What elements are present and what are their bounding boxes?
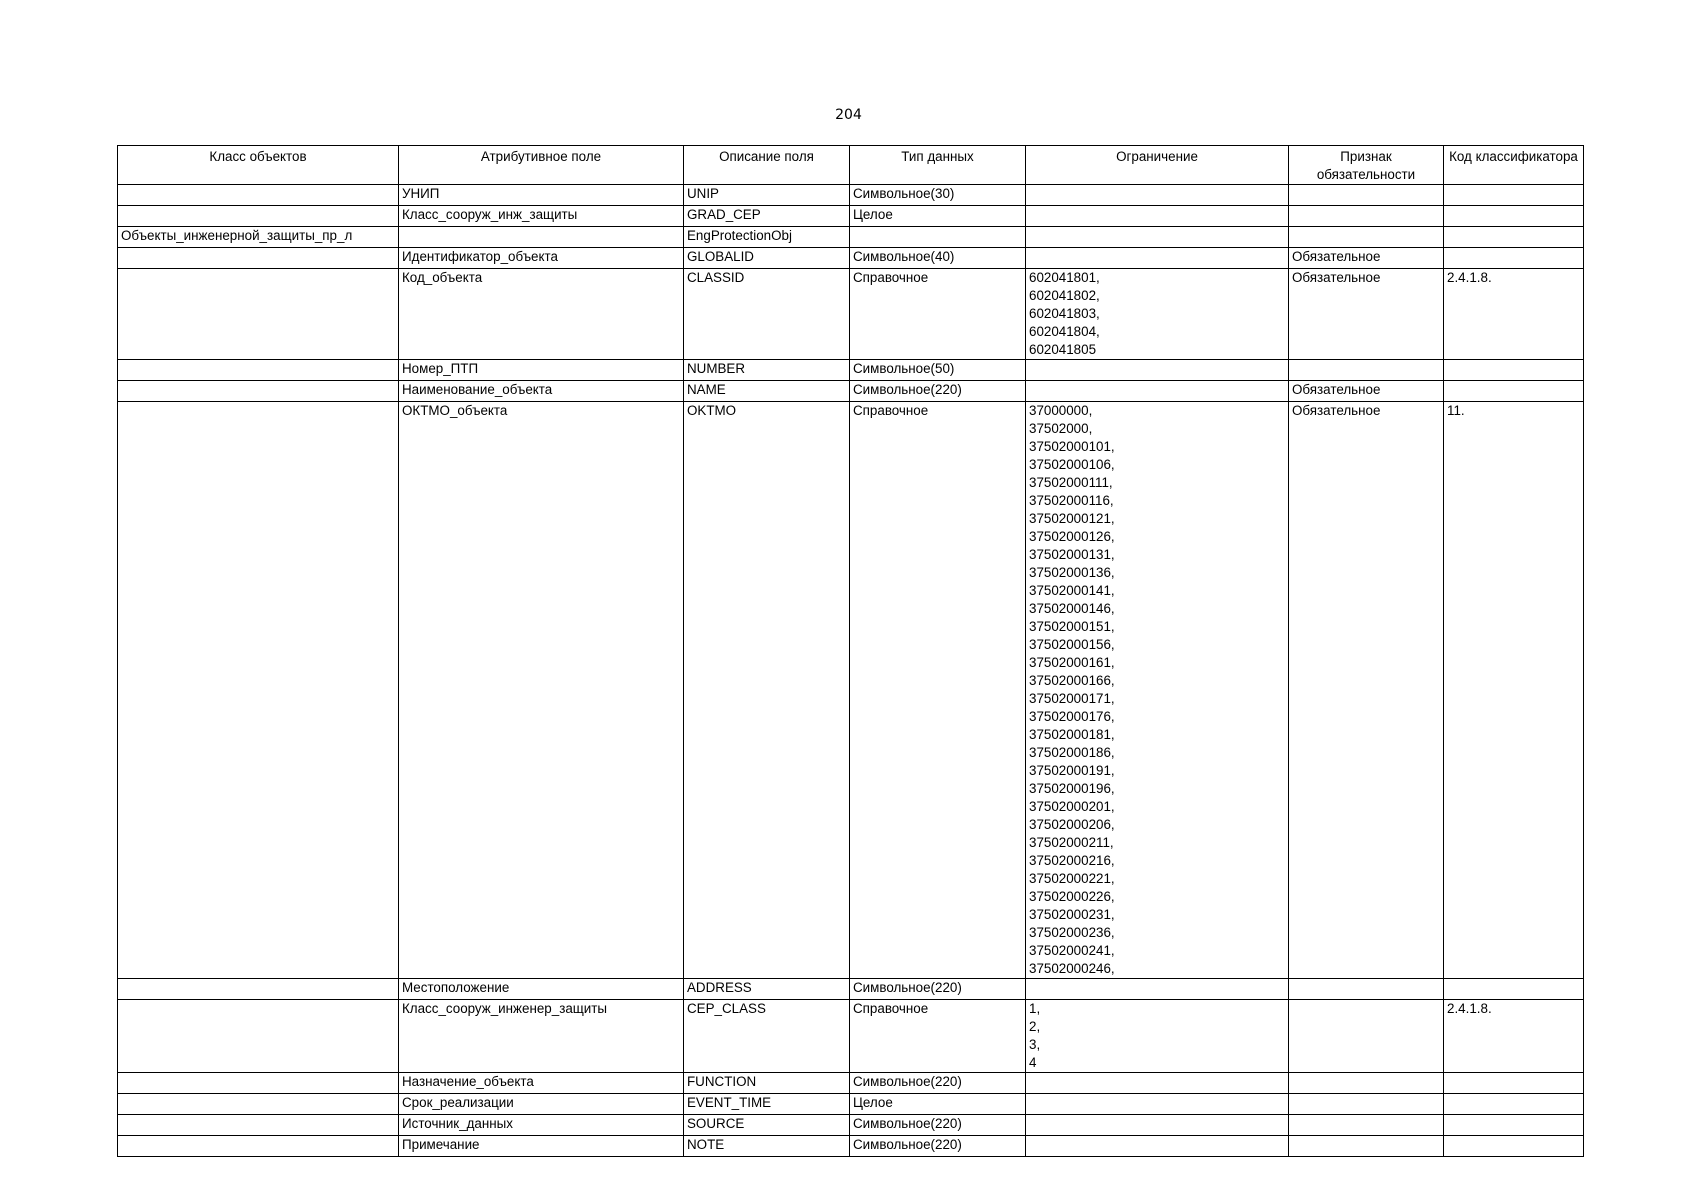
header-classifier-code: Код классификатора xyxy=(1444,146,1584,185)
constraint-cell: 37000000, 37502000, 37502000101, 37502000106, 37502000111, 37502000116, 37502000121, 37502000126, 37502000131, 37502000136, 37502000141, 37502000146, 37502000151, 37502000156, 37502000161, 37502000166, 37502000171, 37502000176, 37502000181, 37502000186, 37502000191, 37502000196, 37502000201, 37502000206, 37502000211, 37502000216, 37502000221, 37502000226, 37502000231, 37502000236, 37502000241, 37502000246, xyxy=(1026,402,1289,979)
table-row xyxy=(118,402,1584,979)
classifier-code-cell xyxy=(1444,227,1584,248)
header-required-flag: Признак обязательности xyxy=(1289,146,1444,185)
classifier-code-cell xyxy=(1444,1136,1584,1157)
constraint-cell xyxy=(1026,979,1289,1000)
header-constraint: Ограничение xyxy=(1026,146,1289,185)
classifier-code-cell: 2.4.1.8. xyxy=(1444,1000,1584,1073)
attribute-field-cell: ОКТМО_объекта xyxy=(399,402,684,979)
constraint-cell: 1, 2, 3, 4 xyxy=(1026,1000,1289,1073)
attribute-field-cell: Примечание xyxy=(399,1136,684,1157)
data-type-cell: Справочное xyxy=(850,1000,1026,1073)
object-class-cell xyxy=(118,206,399,227)
table-row xyxy=(118,1115,1584,1136)
object-class-cell xyxy=(118,360,399,381)
constraint-cell xyxy=(1026,1073,1289,1094)
classifier-code-cell: 2.4.1.8. xyxy=(1444,269,1584,360)
required-flag-cell: Обязательное xyxy=(1289,269,1444,360)
data-type-cell: Символьное(40) xyxy=(850,248,1026,269)
required-flag-cell: Обязательное xyxy=(1289,381,1444,402)
data-type-cell: Справочное xyxy=(850,402,1026,979)
object-class-cell xyxy=(118,979,399,1000)
attribute-field-cell: Класс_сооруж_инж_защиты xyxy=(399,206,684,227)
data-type-cell: Символьное(220) xyxy=(850,381,1026,402)
table-row xyxy=(118,185,1584,206)
constraint-cell xyxy=(1026,381,1289,402)
attribute-field-cell: Наименование_объекта xyxy=(399,381,684,402)
classifier-code-cell xyxy=(1444,381,1584,402)
classifier-code-cell xyxy=(1444,185,1584,206)
constraint-cell xyxy=(1026,360,1289,381)
classifier-code-cell xyxy=(1444,979,1584,1000)
field-description-cell: GRAD_CEP xyxy=(684,206,850,227)
classifier-code-cell xyxy=(1444,206,1584,227)
required-flag-cell xyxy=(1289,360,1444,381)
attribute-field-cell: Назначение_объекта xyxy=(399,1073,684,1094)
constraint-cell xyxy=(1026,1136,1289,1157)
table-row xyxy=(118,248,1584,269)
attribute-field-cell: Класс_сооруж_инженер_защиты xyxy=(399,1000,684,1073)
attribute-field-cell: Местоположение xyxy=(399,979,684,1000)
field-description-cell: NAME xyxy=(684,381,850,402)
field-description-cell: EVENT_TIME xyxy=(684,1094,850,1115)
data-type-cell: Целое xyxy=(850,206,1026,227)
table-row xyxy=(118,269,1584,360)
attribute-field-cell: УНИП xyxy=(399,185,684,206)
field-description-cell: CLASSID xyxy=(684,269,850,360)
attribute-field-cell: Номер_ПТП xyxy=(399,360,684,381)
field-description-cell: NOTE xyxy=(684,1136,850,1157)
constraint-cell xyxy=(1026,206,1289,227)
object-class-cell xyxy=(118,1115,399,1136)
data-type-cell: Символьное(220) xyxy=(850,979,1026,1000)
required-flag-cell xyxy=(1289,1000,1444,1073)
object-class-cell: Объекты_инженерной_защиты_пр_л xyxy=(118,227,399,248)
required-flag-cell: Обязательное xyxy=(1289,402,1444,979)
classifier-code-cell xyxy=(1444,360,1584,381)
constraint-cell xyxy=(1026,1115,1289,1136)
object-class-cell xyxy=(118,1073,399,1094)
constraint-cell: 602041801, 602041802, 602041803, 602041804, 602041805 xyxy=(1026,269,1289,360)
field-description-cell: ADDRESS xyxy=(684,979,850,1000)
constraint-cell xyxy=(1026,185,1289,206)
data-type-cell: Справочное xyxy=(850,269,1026,360)
required-flag-cell xyxy=(1289,1115,1444,1136)
classifier-code-cell xyxy=(1444,1115,1584,1136)
field-description-cell: OKTMO xyxy=(684,402,850,979)
constraint-cell xyxy=(1026,248,1289,269)
object-class-cell xyxy=(118,1136,399,1157)
attribute-field-cell: Срок_реализации xyxy=(399,1094,684,1115)
page-number: 204 xyxy=(835,107,862,123)
attribute-field-cell: Идентификатор_объекта xyxy=(399,248,684,269)
header-data-type: Тип данных xyxy=(850,146,1026,185)
attribute-field-cell xyxy=(399,227,684,248)
required-flag-cell: Обязательное xyxy=(1289,248,1444,269)
constraint-cell xyxy=(1026,1094,1289,1115)
data-type-cell: Символьное(220) xyxy=(850,1073,1026,1094)
field-description-cell: FUNCTION xyxy=(684,1073,850,1094)
table-row xyxy=(118,206,1584,227)
required-flag-cell xyxy=(1289,1094,1444,1115)
table-row xyxy=(118,979,1584,1000)
field-description-cell: UNIP xyxy=(684,185,850,206)
header-field-description: Описание поля xyxy=(684,146,850,185)
data-type-cell: Символьное(220) xyxy=(850,1115,1026,1136)
classifier-code-cell xyxy=(1444,1073,1584,1094)
constraint-cell xyxy=(1026,227,1289,248)
object-class-cell xyxy=(118,381,399,402)
object-class-cell xyxy=(118,185,399,206)
table-row xyxy=(118,227,1584,248)
table-row xyxy=(118,1094,1584,1115)
classifier-code-cell xyxy=(1444,248,1584,269)
attribute-field-cell: Код_объекта xyxy=(399,269,684,360)
field-description-cell: GLOBALID xyxy=(684,248,850,269)
required-flag-cell xyxy=(1289,185,1444,206)
table-row xyxy=(118,1073,1584,1094)
field-description-cell: EngProtectionObj xyxy=(684,227,850,248)
field-description-cell: NUMBER xyxy=(684,360,850,381)
header-object-class: Класс объектов xyxy=(118,146,399,185)
data-type-cell: Символьное(50) xyxy=(850,360,1026,381)
data-type-cell: Целое xyxy=(850,1094,1026,1115)
required-flag-cell xyxy=(1289,206,1444,227)
field-description-cell: CEP_CLASS xyxy=(684,1000,850,1073)
object-class-cell xyxy=(118,269,399,360)
data-type-cell: Символьное(30) xyxy=(850,185,1026,206)
object-class-cell xyxy=(118,402,399,979)
field-description-cell: SOURCE xyxy=(684,1115,850,1136)
table-header-row xyxy=(118,146,1584,185)
required-flag-cell xyxy=(1289,1136,1444,1157)
required-flag-cell xyxy=(1289,227,1444,248)
object-class-cell xyxy=(118,248,399,269)
attribute-field-cell: Источник_данных xyxy=(399,1115,684,1136)
required-flag-cell xyxy=(1289,1073,1444,1094)
attribute-table xyxy=(117,145,1584,1157)
object-class-cell xyxy=(118,1000,399,1073)
classifier-code-cell: 11. xyxy=(1444,402,1584,979)
object-class-cell xyxy=(118,1094,399,1115)
required-flag-cell xyxy=(1289,979,1444,1000)
classifier-code-cell xyxy=(1444,1094,1584,1115)
data-type-cell: Символьное(220) xyxy=(850,1136,1026,1157)
table-row xyxy=(118,360,1584,381)
table-row xyxy=(118,1136,1584,1157)
header-attribute-field: Атрибутивное поле xyxy=(399,146,684,185)
table-row xyxy=(118,381,1584,402)
table-row xyxy=(118,1000,1584,1073)
data-type-cell xyxy=(850,227,1026,248)
